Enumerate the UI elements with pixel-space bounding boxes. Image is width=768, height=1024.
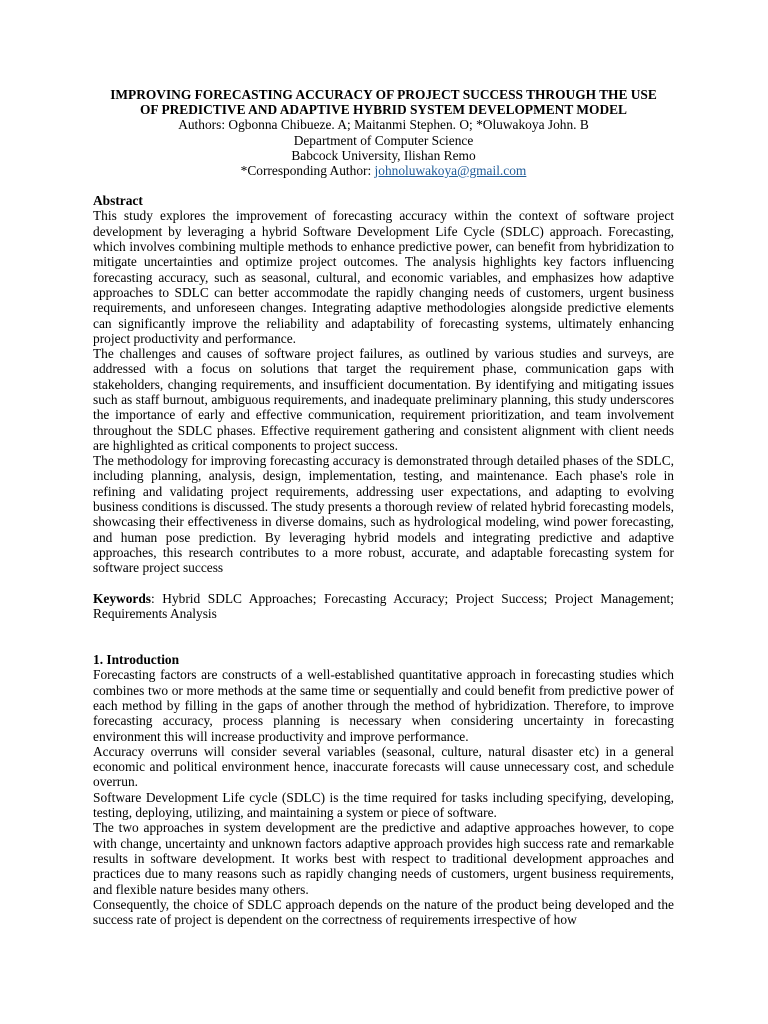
intro-paragraph: Accuracy overruns will consider several variables (seasonal, culture, natural disaster etc) in a general economic and political environment hence, inaccurate forecasts will cause unnecessary cost, and schedule overrun. xyxy=(93,743,674,790)
introduction-heading: 1. Introduction xyxy=(93,652,180,668)
department: Department of Computer Science xyxy=(293,132,474,148)
corresponding-label: *Corresponding Author: xyxy=(240,163,375,179)
keywords-label: Keywords xyxy=(93,590,152,606)
authors: Authors: Ogbonna Chibueze. A; Maitanmi Stephen. O; *Oluwakoya John. B xyxy=(178,117,589,133)
keywords xyxy=(93,591,674,622)
abstract-paragraph: This study explores the improvement of forecasting accuracy within the context of software project development by leveraging a hybrid Software Development Life Cycle (SDLC) approach. Forecasting, which involves combining multiple methods to enhance predictive power, can benefit from hybridization to mitigate uncertainties and optimize project outcomes. The analysis highlights key factors influencing forecasting accuracy, such as seasonal, cultural, and economic variables, and emphasizes how adaptive approaches to SDLC can better accommodate the rapidly changing needs of customers, urgent business requirements, and unforeseen changes. Integrating adaptive methodologies alongside predictive elements can significantly improve the reliability and adaptability of forecasting systems, ultimately enhancing project productivity and performance. xyxy=(93,208,674,346)
introduction-section xyxy=(93,652,674,927)
abstract-paragraph: The methodology for improving forecasting accuracy is demonstrated through detailed phases of the SDLC, including planning, analysis, design, implementation, testing, and maintenance. Each phase's role in refining and validating project requirements, addressing user expectations, and adapting to evolving business conditions is discussed. The study presents a thorough review of related hybrid forecasting models, showcasing their effectiveness in diverse domains, such as hydrological modeling, wind power forecasting, and human pose prediction. By leveraging hybrid models and integrating predictive and adaptive approaches, this research contributes to a more robust, accurate, and adaptable forecasting system for software project success xyxy=(93,453,674,576)
intro-paragraph: The two approaches in system development are the predictive and adaptive approaches however, to cope with change, uncertainty and unknown factors adaptive approach provides high success rate and remarkable results in software development. It works best with respect to traditional development approaches and practices due to many reasons such as rapidly changing needs of customers, urgent business requirements, and flexible nature besides many others. xyxy=(93,820,674,897)
abstract-section xyxy=(93,193,674,575)
corresponding-author xyxy=(93,163,674,178)
intro-paragraph: Forecasting factors are constructs of a well-established quantitative approach in forecasting studies which combines two or more methods at the same time or sequentially and could benefit from predictive power of each method by filling in the gaps of another through the method of hybridization. Therefore, to improve forecasting accuracy, process planning is necessary when considering uncertainty in forecasting environment this will increase productivity and improve performance. xyxy=(93,667,674,744)
intro-paragraph: Software Development Life cycle (SDLC) is the time required for tasks including specifying, developing, testing, deploying, utilizing, and maintaining a system or piece of software. xyxy=(93,789,674,821)
title-line-1: IMPROVING FORECASTING ACCURACY OF PROJECT SUCCESS THROUGH THE USE xyxy=(110,87,657,102)
title-block xyxy=(93,87,674,178)
abstract-paragraph: The challenges and causes of software project failures, as outlined by various studies and surveys, are addressed with a focus on solutions that target the requirement phase, communication gaps with stakeholders, changing requirements, and insufficient documentation. By identifying and mitigating issues such as staff burnout, ambiguous requirements, and inadequate preliminary planning, this study underscores the importance of early and effective communication, requirement prioritization, and team involvement throughout the SDLC phases. Effective requirement gathering and consistent alignment with client needs are highlighted as critical components to project success. xyxy=(93,346,674,453)
keywords-text: : Hybrid SDLC Approaches; Forecasting Accuracy; Project Success; Project Management; Requirements Analysis xyxy=(93,590,674,621)
title-line-2: OF PREDICTIVE AND ADAPTIVE HYBRID SYSTEM DEVELOPMENT MODEL xyxy=(140,102,627,118)
abstract-heading: Abstract xyxy=(93,193,143,209)
corresponding-email-link[interactable]: johnoluwakoya@gmail.com xyxy=(374,163,527,179)
intro-paragraph: Consequently, the choice of SDLC approach depends on the nature of the product being developed and the success rate of project is dependent on the correctness of requirements irrespective of how xyxy=(93,896,674,928)
university: Babcock University, Ilishan Remo xyxy=(291,147,476,163)
